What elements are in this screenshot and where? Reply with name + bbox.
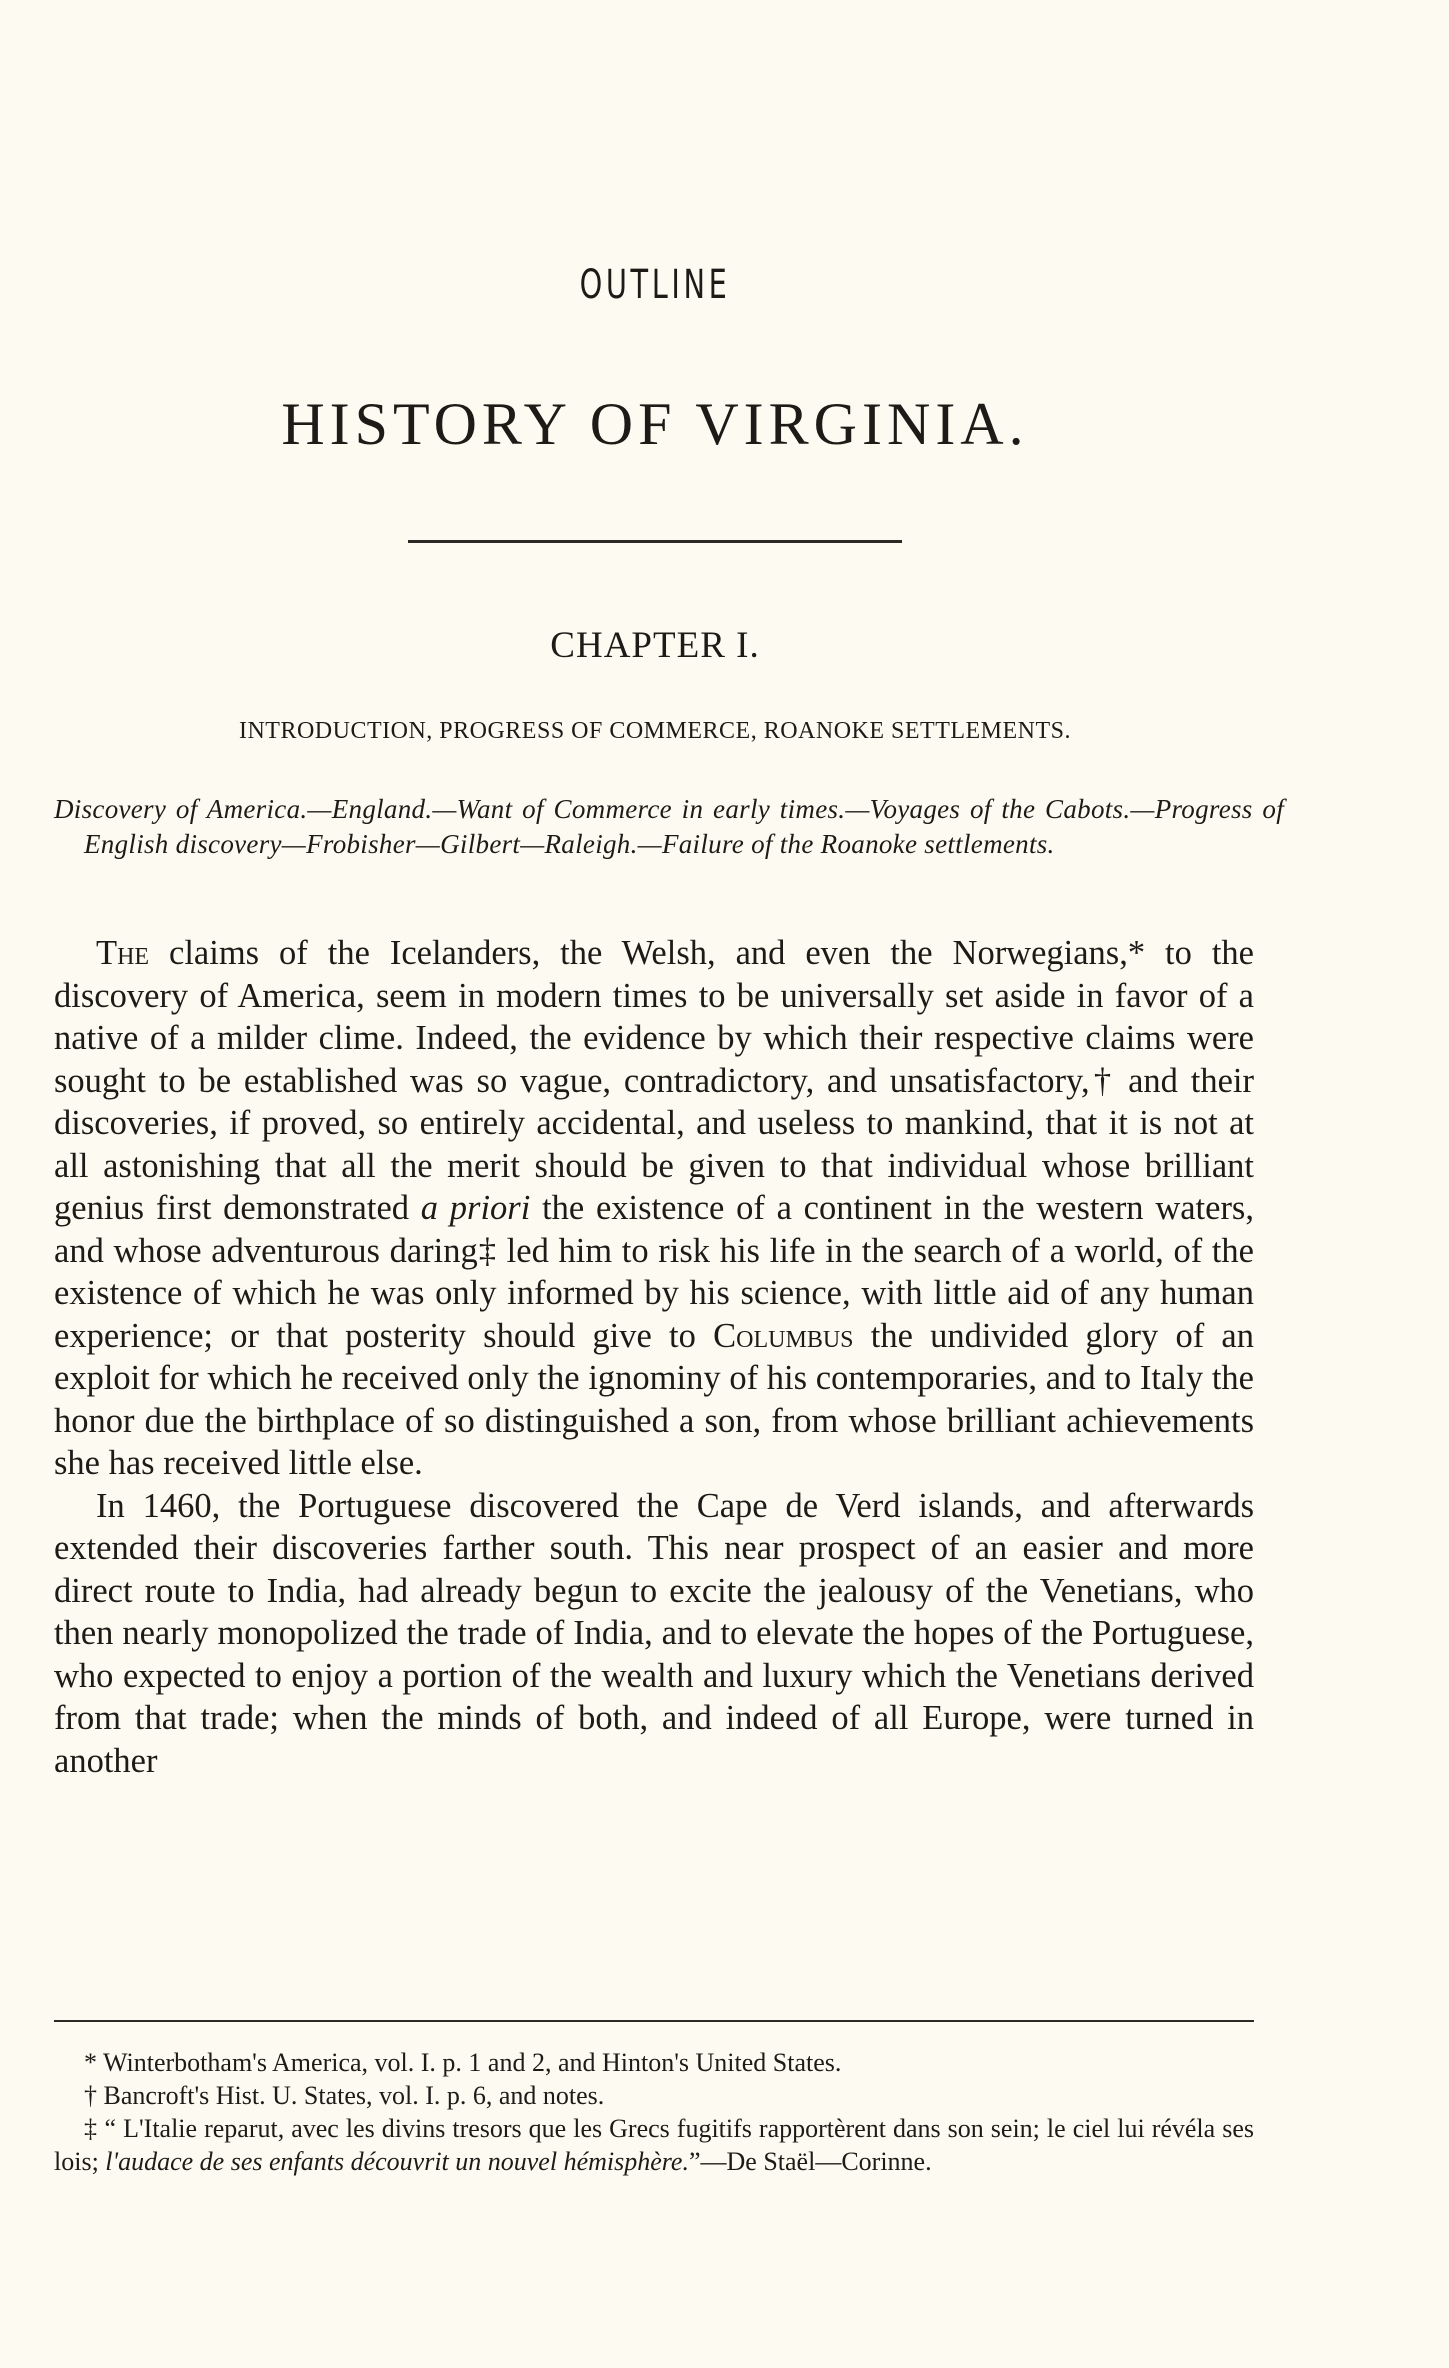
name-columbus: Columbus xyxy=(713,1316,854,1355)
footnote-divider xyxy=(54,2020,1254,2022)
paragraph-lead: The xyxy=(96,934,150,972)
paragraph-2: In 1460, the Portuguese discovered the Cape de Verd islands, and afterwards extended their discoveries farther south. This near prospect of an easier and more direct route to India, had already begun to excite the jealousy of the Venetians, who then nearly monopolized the trade of India, and to elevate the hopes of the Portuguese, who expected to enjoy a portion of the wealth and luxury which the Venetians derived from that trade; when the minds of both, and indeed of all Europe, were turned in another xyxy=(54,1486,1254,1780)
chapter-heading: CHAPTER I. xyxy=(550,625,760,666)
footnote-2: † Bancroft's Hist. U. States, vol. I. p. 6, and notes. xyxy=(84,2081,605,2110)
chapter-subtitle: INTRODUCTION, PROGRESS OF COMMERCE, ROANOKE SETTLEMENTS. xyxy=(238,718,1072,744)
paragraph-1 xyxy=(54,932,1254,1485)
footnote-1: * Winterbotham's America, vol. I. p. 1 and 2, and Hinton's United States. xyxy=(84,2048,842,2077)
title-outline: OUTLINE xyxy=(579,262,731,308)
italic-phrase: a priori xyxy=(420,1189,531,1227)
footnotes xyxy=(54,2046,1254,2178)
footnote-3-italic: l'audace de ses enfants découvrit un nouvel hémisphère. xyxy=(105,2147,689,2176)
footnote-3 xyxy=(54,2112,1254,2178)
title-divider xyxy=(408,540,902,543)
page-title: HISTORY OF VIRGINIA. xyxy=(281,391,1029,457)
paragraph-1-part-2: the existence of a continent in the western waters, and whose adventurous daring‡ led him to risk his life in the search of a world, of the existence of which he was only informed by his science, with little aid of any human experience; or that posterity should give to xyxy=(54,1189,1254,1355)
footnote-3-part-1: ‡ “ L'Italie reparut, avec les divins tresors que les Grecs fugitifs rapportèrent dans son sein; le ciel lui révéla ses lois; xyxy=(54,2114,1254,2176)
paragraph-1-part-1: claims of the Icelanders, the Welsh, and even the Norwegians,* to the discovery of America, seem in modern times to be universally set aside in favor of a native of a milder clime. Indeed, the evidence by which their respective claims were sought to be established was so vague, contradictory, and unsatisfactory,† and their discoveries, if proved, so entirely accidental, and useless to mankind, that it is not at all astonishing that all the merit should be given to that individual whose brilliant genius first demonstrated xyxy=(54,934,1254,1227)
chapter-synopsis: Discovery of America.—England.—Want of Commerce in early times.—Voyages of the Cabots.—Progress of English discovery—Frobisher—Gilbert—Raleigh.—Failure of the Roanoke settlements. xyxy=(54,794,1284,859)
footnote-3-part-2: ”—De Staël—Corinne. xyxy=(688,2147,932,2176)
paragraph-1-part-3: the undivided glory of an exploit for which he received only the ignominy of his contemporaries, and to Italy the honor due the birthplace of so distinguished a son, from whose brilliant achievements she has received little else. xyxy=(54,1316,1254,1482)
body-text xyxy=(54,932,1254,1782)
